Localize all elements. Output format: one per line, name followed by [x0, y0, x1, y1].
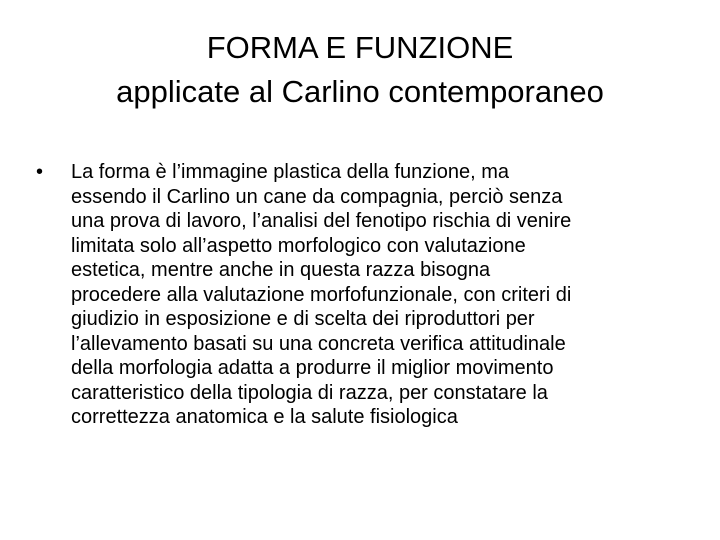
bullet-marker: •: [36, 161, 44, 183]
title-line-2: applicate al Carlino contemporaneo: [116, 74, 604, 109]
bullet-text-line: La forma è l’immagine plastica della funzione, ma: [71, 161, 509, 183]
bullet-text-line: limitata solo all’aspetto morfologico con valutazione: [71, 234, 526, 257]
bullet-text-line: essendo il Carlino un cane da compagnia, perciò senza: [71, 185, 563, 208]
bullet-text-line: l’allevamento basati su una concreta verifica attitudinale: [71, 332, 566, 355]
bullet-text-line: procedere alla valutazione morfofunzionale, con criteri di: [71, 283, 572, 306]
bullet-text-line: caratteristico della tipologia di razza, per constatare la: [71, 381, 548, 404]
bullet-text-line: estetica, mentre anche in questa razza bisogna: [71, 259, 491, 281]
bullet-text-line: giudizio in esposizione e di scelta dei riproduttori per: [71, 308, 535, 330]
bullet-item: [36, 160, 696, 430]
slide-title: [0, 26, 720, 114]
title-line-1: FORMA E FUNZIONE: [206, 30, 514, 65]
bullet-list: [36, 160, 696, 430]
bullet-text-line: correttezza anatomica e la salute fisiologica: [71, 406, 458, 428]
bullet-text-line: una prova di lavoro, l’analisi del fenotipo rischia di venire: [71, 210, 572, 232]
bullet-text-line: della morfologia adatta a produrre il miglior movimento: [71, 357, 554, 379]
